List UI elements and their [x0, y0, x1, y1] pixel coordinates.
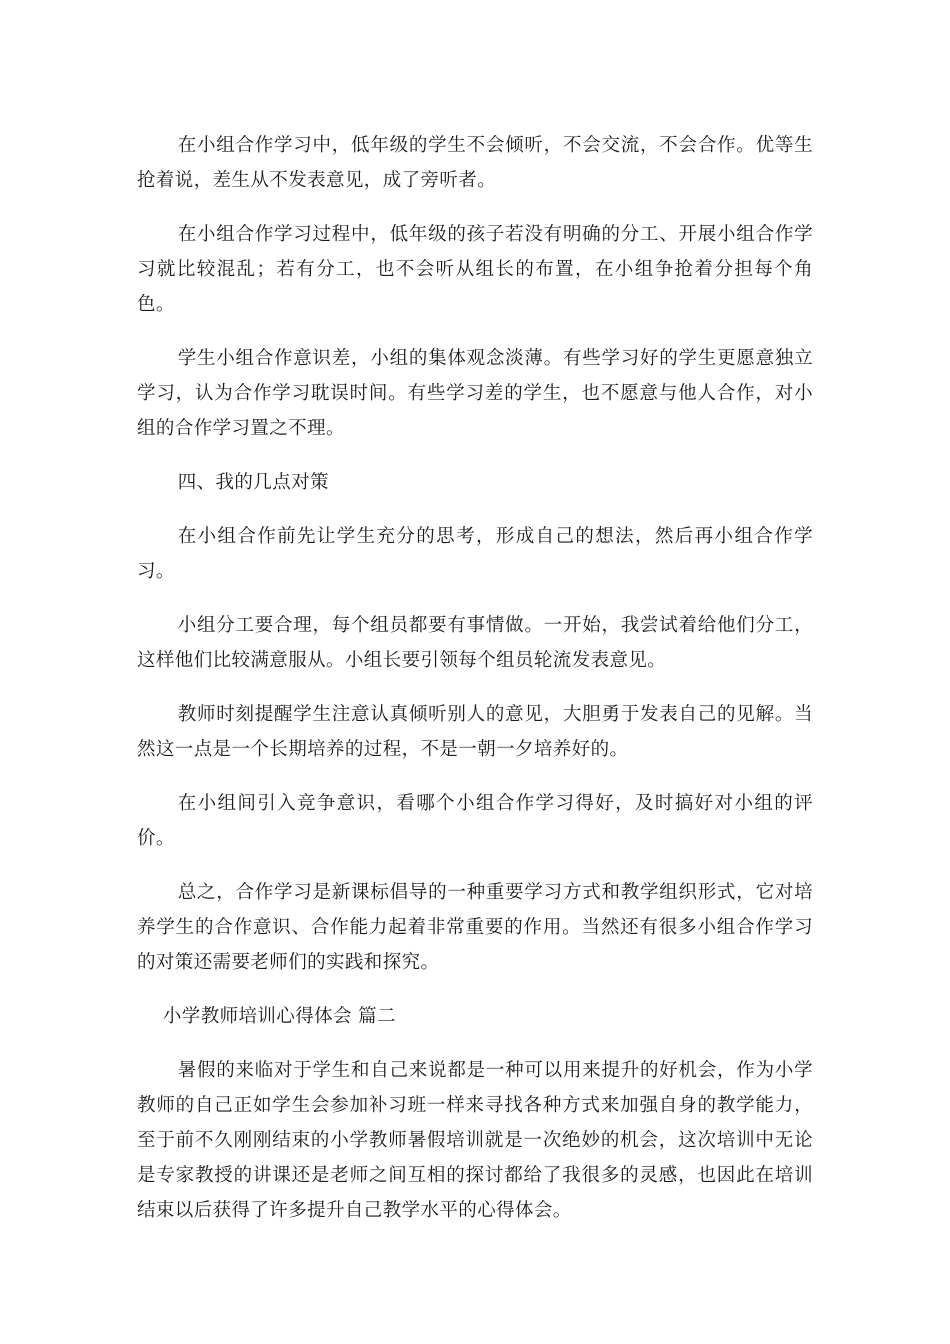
paragraph-conclusion: 总之，合作学习是新课标倡导的一种重要学习方式和教学组织形式，它对培养学生的合作意识、合作能力起着非常重要的作用。当然还有很多小组合作学习的对策还需要老师们的实践和探究。: [137, 882, 813, 973]
paragraph-strategy-3: 教师时刻提醒学生注意认真倾听别人的意见，大胆勇于发表自己的见解。当然这一点是一个长期培养的过程，不是一朝一夕培养好的。: [137, 704, 813, 760]
section-heading-strategies: 四、我的几点对策: [177, 472, 329, 493]
paragraph-strategy-1: 在小组合作前先让学生充分的思考，形成自己的想法，然后再小组合作学习。: [137, 526, 813, 582]
paragraph-part-two-intro: 暑假的来临对于学生和自己来说都是一种可以用来提升的好机会，作为小学教师的自己正如学生会参加补习班一样来寻找各种方式来加强自身的教学能力，至于前不久刚刚结束的小学教师暑假培训就是一次绝妙的机会，这次培训中无论是专家教授的讲课还是老师之间互相的探讨都给了我很多的灵感，也因此在培训结束以后获得了许多提升自己教学水平的心得体会。: [137, 1060, 813, 1221]
paragraph-strategy-2: 小组分工要合理，每个组员都要有事情做。一开始，我尝试着给他们分工，这样他们比较满意服从。小组长要引领每个组员轮流发表意见。: [137, 615, 813, 671]
paragraph-problem-1: 在小组合作学习中，低年级的学生不会倾听，不会交流，不会合作。优等生抢着说，差生从不发表意见，成了旁听者。: [137, 135, 813, 191]
paragraph-problem-2: 在小组合作学习过程中，低年级的孩子若没有明确的分工、开展小组合作学习就比较混乱；若有分工，也不会听从组长的布置，在小组争抢着分担每个角色。: [137, 224, 813, 315]
document-body: [137, 128, 813, 1247]
section-title-part-two: 小学教师培训心得体会 篇二: [162, 1006, 396, 1027]
paragraph-strategy-4: 在小组间引入竞争意识，看哪个小组合作学习得好，及时搞好对小组的评价。: [137, 793, 813, 849]
paragraph-problem-3: 学生小组合作意识差，小组的集体观念淡薄。有些学习好的学生更愿意独立学习，认为合作学习耽误时间。有些学习差的学生，也不愿意与他人合作，对小组的合作学习置之不理。: [137, 348, 813, 439]
